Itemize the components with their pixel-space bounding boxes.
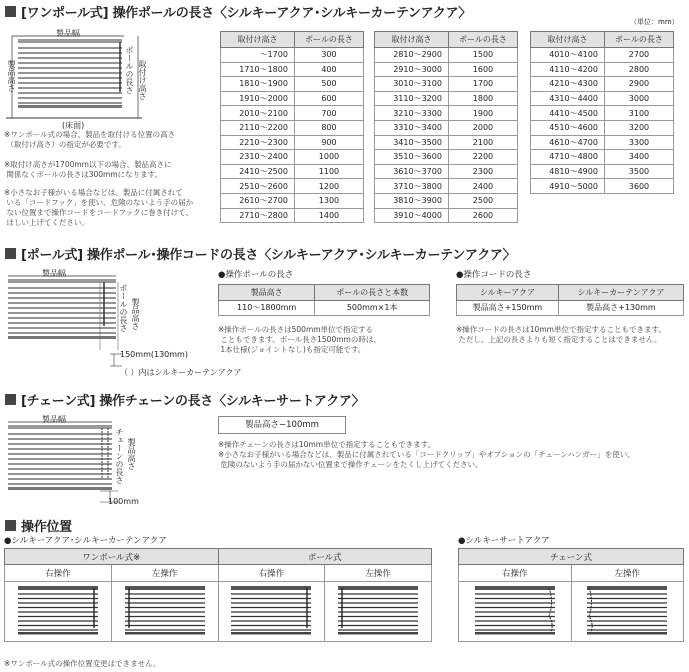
mount-height-cell: 4210～4300 — [531, 77, 605, 92]
pole-legend-label: （ ）内はシルキーカーテンアクア — [120, 368, 242, 377]
blind-image — [5, 582, 112, 642]
pole-length-table-2 — [374, 31, 518, 223]
pole-height-cell: 110～1800mm — [219, 301, 315, 316]
square-bullet-icon — [5, 6, 16, 17]
table-row — [221, 91, 364, 106]
col-pole-length: ポールの長さ — [294, 32, 363, 48]
table-row — [221, 208, 364, 223]
mount-height-cell: 3110～3200 — [375, 91, 449, 106]
mount-height-cell: 1810～1900 — [221, 77, 295, 92]
pole-length-cell: 1700 — [448, 77, 517, 92]
mount-height-cell: 2310～2400 — [221, 150, 295, 165]
floor-label: (床面) — [62, 121, 85, 130]
oneple-note-3: ※小さなお子様がいる場合などは、製品に付属されて いる「コードフック」を使い、危険のないよう手の届か ない位置まで操作コードをコードフックに巻き付けて、 ほしい上げてください。 — [4, 188, 194, 227]
pole-count-cell: 500mm×1本 — [315, 301, 430, 316]
cord-curtain-cell: 製品高さ+130mm — [558, 301, 683, 316]
pole-length-cell: 3200 — [604, 120, 673, 135]
mount-height-cell: 4510～4600 — [531, 120, 605, 135]
table-row — [221, 164, 364, 179]
mount-height-cell: 4710～4800 — [531, 150, 605, 165]
mount-height-cell: 2210～2300 — [221, 135, 295, 150]
mount-height-cell: 3410～3500 — [375, 135, 449, 150]
chain-chain-label: チェーンの長さ — [115, 428, 124, 484]
section3-title — [5, 390, 364, 409]
section1-title — [5, 2, 471, 21]
col-silky-curtain-aqua: シルキーカーテンアクア — [558, 285, 683, 301]
col-mount-height: 取付け高さ — [221, 32, 295, 48]
col-pole-length: ポールの長さ — [448, 32, 517, 48]
table-row — [531, 106, 674, 121]
pole-length-heading: ●操作ポールの長さ — [218, 270, 294, 280]
table-row — [375, 179, 518, 194]
operation-position-table-left — [4, 548, 432, 642]
section3-title-text: [チェーン式] 操作チェーンの長さ〈シルキーサートアクア〉 — [21, 394, 365, 409]
pole-length-cell: 2500 — [448, 193, 517, 208]
pole-length-cell: 2800 — [604, 62, 673, 77]
op-left: 左操作 — [111, 565, 218, 582]
pole-length-cell: 1900 — [448, 106, 517, 121]
pos-left-heading: ●シルキーアクア･シルキーカーテンアクア — [4, 536, 167, 546]
square-bullet-icon — [5, 520, 16, 531]
table-row — [531, 120, 674, 135]
pole-spec-note: ※操作ポールの長さは500mm単位で指定する こともできます。ポール長さ1500mmの時は、 1本仕様(ジョイントなし)も指定可能です。 — [218, 325, 381, 354]
blind-image — [111, 582, 218, 642]
pole-length-cell: 1200 — [294, 179, 363, 194]
pole-length-cell: 3500 — [604, 164, 673, 179]
pole-length-cell: 700 — [294, 106, 363, 121]
pole-length-cell: 2000 — [448, 120, 517, 135]
pole-diagram — [4, 270, 204, 380]
pole-length-cell: 800 — [294, 120, 363, 135]
table-row — [221, 48, 364, 63]
mount-height-cell: 1910～2000 — [221, 91, 295, 106]
square-bullet-icon — [5, 394, 16, 405]
mount-height-cell: 2510～2600 — [221, 179, 295, 194]
pole-length-cell: 2300 — [448, 164, 517, 179]
op-right: 右操作 — [459, 565, 572, 582]
group-chain: チェーン式 — [459, 549, 684, 565]
mount-height-cell: 2910～3000 — [375, 62, 449, 77]
mount-height-cell: 3610～3700 — [375, 164, 449, 179]
pole-dim-label: 150mm(130mm) — [120, 350, 188, 359]
cord-spec-table — [456, 284, 684, 316]
pos-right-heading: ●シルキーサートアクア — [458, 536, 550, 546]
pole-length-table-1 — [220, 31, 364, 223]
pole-length-cell: 900 — [294, 135, 363, 150]
cord-length-heading: ●操作コードの長さ — [456, 270, 532, 280]
table-row — [375, 62, 518, 77]
cord-aqua-cell: 製品高さ+150mm — [457, 301, 559, 316]
group-onepole: ワンポール式※ — [5, 549, 219, 565]
oneple-note-1: ※ワンポール式の場合、製品を取付ける位置の高さ （取付け高さ）の指定が必要です。 — [4, 130, 176, 149]
group-pole: ポール式 — [218, 549, 432, 565]
table-row — [375, 77, 518, 92]
pole-length-cell: 1100 — [294, 164, 363, 179]
pole-length-cell: 2900 — [604, 77, 673, 92]
table-row — [221, 135, 364, 150]
mount-height-cell: 4810～4900 — [531, 164, 605, 179]
oneple-note-2: ※取付け高さが1700mm以下の場合、製品高さに 関係なくポールの長さは300mmになります。 — [4, 160, 172, 179]
mount-height-cell: 2610～2700 — [221, 193, 295, 208]
table-row — [375, 48, 518, 63]
chain-dim-label: 100mm — [108, 497, 139, 506]
pole-length-cell: 1800 — [448, 91, 517, 106]
pole-length-cell: 1000 — [294, 150, 363, 165]
pole-length-cell: 1400 — [294, 208, 363, 223]
table-row — [375, 208, 518, 223]
table-row — [221, 150, 364, 165]
col-mount-height: 取付け高さ — [531, 32, 605, 48]
pole-spec-table — [218, 284, 430, 316]
pole-length-cell: 2700 — [604, 48, 673, 63]
chain-width-label: 製品幅 — [42, 415, 66, 424]
pole-length-cell: 3600 — [604, 179, 673, 194]
table-row — [531, 62, 674, 77]
oneple-diagram — [4, 28, 144, 128]
pole-length-cell: 500 — [294, 77, 363, 92]
table-row — [221, 179, 364, 194]
oneple-mount-label: 取付け高さ — [138, 60, 147, 100]
chain-height-label: 製品高さ — [127, 438, 136, 470]
section4-title — [5, 516, 72, 535]
oneple-width-label: 製品幅 — [56, 29, 80, 38]
pole-length-cell: 300 — [294, 48, 363, 63]
unit-note: （単位：mm） — [630, 18, 679, 26]
blind-image — [459, 582, 572, 642]
pole-pole-label: ポールの長さ — [119, 284, 128, 332]
blind-image — [325, 582, 432, 642]
table-row — [531, 77, 674, 92]
table-row — [221, 62, 364, 77]
mount-height-cell: 3910～4000 — [375, 208, 449, 223]
chain-note: ※操作チェーンの長さは10mm単位で指定することもできます。 ※小さなお子様がいる場合などは、製品に付属されている「コードクリップ」やオプションの「チェーンハンガー」を使い、 危険のないよう手の届かない位置まで操作チェーンをたくし上げてください。 — [218, 440, 635, 469]
pole-length-cell: 2100 — [448, 135, 517, 150]
mount-height-cell: 2010～2100 — [221, 106, 295, 121]
mount-height-cell: 4310～4400 — [531, 91, 605, 106]
table-row — [531, 135, 674, 150]
op-left: 左操作 — [571, 565, 684, 582]
pole-length-cell: 2600 — [448, 208, 517, 223]
mount-height-cell: 4410～4500 — [531, 106, 605, 121]
table-row — [375, 91, 518, 106]
table-row — [375, 193, 518, 208]
table-row — [221, 77, 364, 92]
pole-height-label: 製品高さ — [131, 298, 140, 330]
col-mount-height: 取付け高さ — [375, 32, 449, 48]
mount-height-cell: ～1700 — [221, 48, 295, 63]
mount-height-cell: 2410～2500 — [221, 164, 295, 179]
col-product-height: 製品高さ — [219, 285, 315, 301]
section2-title — [5, 244, 515, 263]
pole-length-table-3 — [530, 31, 674, 194]
table-row — [221, 193, 364, 208]
table-row — [375, 120, 518, 135]
table-row — [531, 150, 674, 165]
chain-length-box: 製品高さ−100mm — [218, 416, 346, 434]
pos-footnote: ※ワンポール式の操作位置変更はできません。 — [4, 659, 161, 668]
col-silky-aqua: シルキーアクア — [457, 285, 559, 301]
col-pole-length: ポールの長さ — [604, 32, 673, 48]
table-row — [531, 164, 674, 179]
table-row — [375, 164, 518, 179]
pole-length-cell: 3000 — [604, 91, 673, 106]
blind-image — [218, 582, 325, 642]
operation-position-table-right — [458, 548, 684, 642]
mount-height-cell: 4110～4200 — [531, 62, 605, 77]
pole-length-cell: 3300 — [604, 135, 673, 150]
cord-spec-note: ※操作コードの長さは10mm単位で指定することもできます。 ただし、上記の長さよりも短く指定することはできません。 — [456, 325, 666, 344]
mount-height-cell: 3310～3400 — [375, 120, 449, 135]
pole-length-cell: 2400 — [448, 179, 517, 194]
table-row — [375, 150, 518, 165]
mount-height-cell: 2810～2900 — [375, 48, 449, 63]
mount-height-cell: 1710～1800 — [221, 62, 295, 77]
table-row — [531, 91, 674, 106]
mount-height-cell: 3210～3300 — [375, 106, 449, 121]
table-row — [221, 120, 364, 135]
mount-height-cell: 3010～3100 — [375, 77, 449, 92]
mount-height-cell: 3810～3900 — [375, 193, 449, 208]
table-row — [375, 135, 518, 150]
op-right: 右操作 — [218, 565, 325, 582]
pole-length-cell: 3400 — [604, 150, 673, 165]
section4-title-text: 操作位置 — [21, 520, 72, 535]
mount-height-cell: 3510～3600 — [375, 150, 449, 165]
table-row — [531, 179, 674, 194]
pole-length-cell: 3100 — [604, 106, 673, 121]
pole-length-cell: 400 — [294, 62, 363, 77]
pole-length-cell: 2200 — [448, 150, 517, 165]
pole-width-label: 製品幅 — [42, 269, 66, 278]
square-bullet-icon — [5, 248, 16, 259]
section2-title-text: [ポール式] 操作ポール･操作コードの長さ〈シルキーアクア･シルキーカーテンアクア〉 — [21, 248, 516, 263]
mount-height-cell: 4910～5000 — [531, 179, 605, 194]
mount-height-cell: 3710～3800 — [375, 179, 449, 194]
pole-length-cell: 600 — [294, 91, 363, 106]
table-row — [221, 106, 364, 121]
op-left: 左操作 — [325, 565, 432, 582]
mount-height-cell: 2710～2800 — [221, 208, 295, 223]
table-row — [531, 48, 674, 63]
op-right: 右操作 — [5, 565, 112, 582]
table-row — [375, 106, 518, 121]
col-pole-count: ポールの長さと本数 — [315, 285, 430, 301]
mount-height-cell: 4010～4100 — [531, 48, 605, 63]
pole-length-cell: 1500 — [448, 48, 517, 63]
pole-length-cell: 1600 — [448, 62, 517, 77]
mount-height-cell: 2110～2200 — [221, 120, 295, 135]
blind-image — [571, 582, 684, 642]
oneple-height-label: 製品高さ — [7, 60, 16, 92]
pole-length-cell: 1300 — [294, 193, 363, 208]
mount-height-cell: 4610～4700 — [531, 135, 605, 150]
section1-title-text: [ワンポール式] 操作ポールの長さ〈シルキーアクア･シルキーカーテンアクア〉 — [21, 6, 471, 21]
oneple-pole-label: ポールの長さ — [125, 46, 134, 94]
